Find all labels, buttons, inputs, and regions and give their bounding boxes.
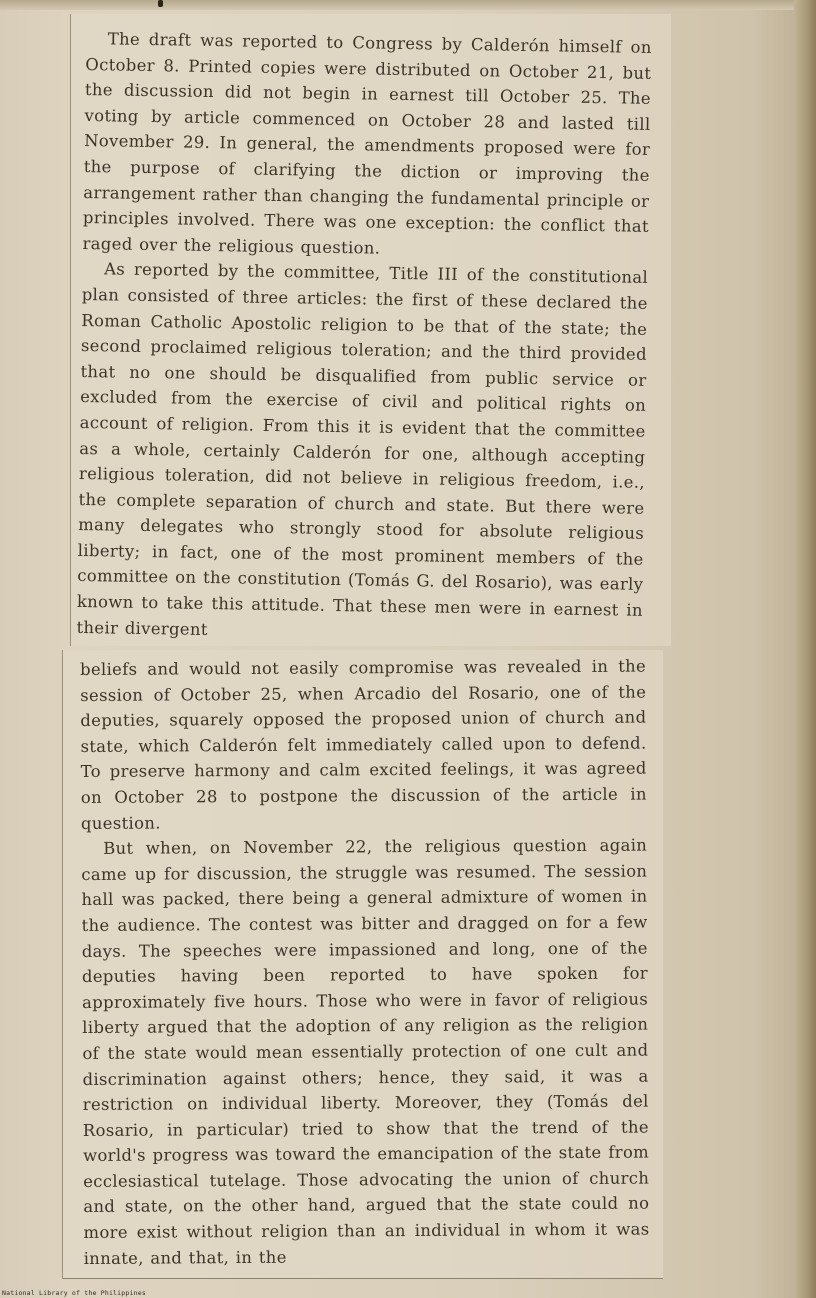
paragraph-november-22: But when, on November 22, the religious question again came up for discussion, the struggle was resumed. The session hall was packed, there being a general admixture of women in the audience. The contest was bitter and dragged on for a few days. The speeches were impassioned and long, one of the deputies having been reported to have spoken for approximately five hours. Those who were in favor of religious liberty argued that the adoption of any religion as the religion of the state would mean essentially protection of one cult and discrimination against others; hence, they said, it was a restriction on individual liberty. Moreover, they (Tomás del Rosario, in particular) tried to show that the trend of the world's progress was toward the emancipation of the state from ecclesiastical tutelage. Those advocating the union of church and state, on the other hand, argued that the state could no more exist without religion than an individual in whom it was innate, and that, in the (81, 835, 650, 1268)
upper-text-block (76, 26, 652, 649)
page-top-edge (0, 0, 816, 10)
paragraph-title-iii: As reported by the committee, Title III of the constitutional plan consisted of three articles: the first of these declared the Roman Catholic Apostolic religion to be that of the state; the second proclaimed religious toleration; and the third provided that no one should be disqualified from public service or excluded from the exercise of civil and political rights on account of religion. From this it is evident that the committee as a whole, certainly Calderón for one, although accepting religious toleration, did not believe in religious freedom, i.e., the complete separation of church and state. But there were many delegates who strongly stood for absolute religious liberty; in fact, one of the most prominent members of the committee on the constitution (Tomás G. del Rosario), was early known to take this attitude. That these men were in earnest in their divergent (76, 259, 649, 639)
lower-text-block (80, 654, 650, 1272)
paragraph-continuation: beliefs and would not easily compromise was revealed in the session of October 25, when Arcadio del Rosario, one of the deputies, squarely opposed the proposed union of church and state, which Calderón felt immediately called upon to defend. To preserve harmony and calm excited feelings, it was agreed on October 28 to postpone the discussion of the article in question. (80, 656, 647, 833)
ink-speck (158, 0, 163, 7)
page-right-edge (794, 0, 816, 1298)
library-footer: National Library of the Philippines (2, 1289, 146, 1297)
paragraph-draft-reported: The draft was reported to Congress by Calderón himself on October 8. Printed copies were distributed on October 21, but the discussion did not begin in earnest till October 25. The voting by article commenced on October 28 and lasted till November 29. In general, the amendments proposed were for the purpose of clarifying the diction or improving the arrangement rather than changing the fundamental principle or principles involved. There was one exception: the conflict that raged over the religious question. (82, 29, 652, 258)
